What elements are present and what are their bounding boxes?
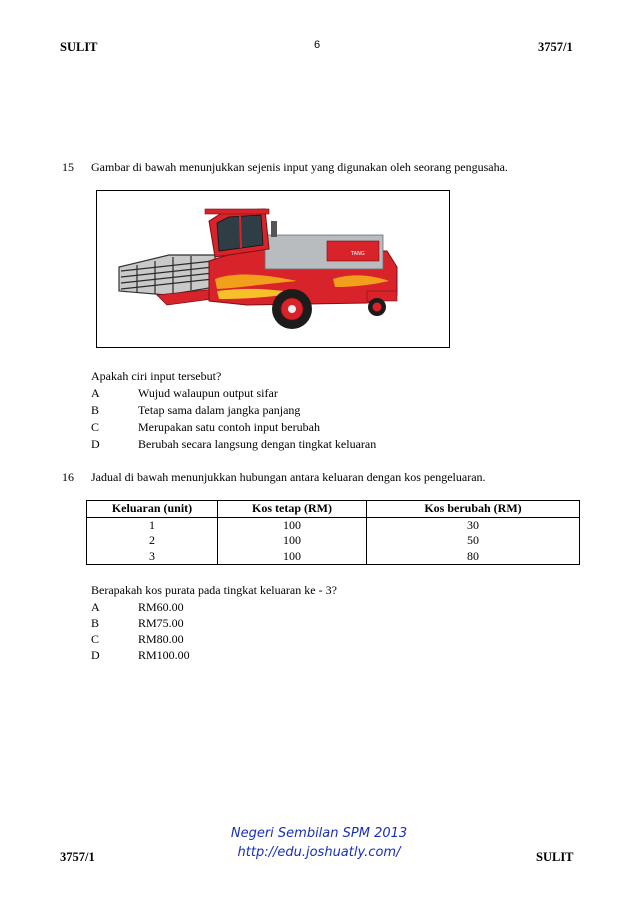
harvester-logo-text: TANG	[351, 251, 365, 257]
col-header-fixed-cost: Kos tetap (RM)	[218, 501, 367, 518]
front-wheel	[272, 289, 312, 329]
footer-paper-code: 3757/1	[60, 850, 95, 864]
col-header-variable-cost: Kos berubah (RM)	[367, 501, 580, 518]
footer-sulit: SULIT	[536, 850, 574, 864]
header-sulit: SULIT	[60, 40, 98, 54]
col-header-output: Keluaran (unit)	[87, 501, 218, 518]
table-row: 3 100 80	[87, 549, 580, 565]
q15-option-a[interactable]: A Wujud walaupun output sifar	[91, 386, 278, 400]
cost-table	[86, 500, 580, 565]
watermark-title: Negeri Sembilan SPM 2013	[230, 826, 408, 841]
question-16-stem: Jadual di bawah menunjukkan hubungan antara keluaran dengan kos pengeluaran.	[91, 470, 486, 484]
rear-wheel	[368, 298, 386, 316]
question-15-options	[91, 386, 511, 452]
table-row: 1 100 30	[87, 517, 580, 533]
cutter-header	[119, 255, 215, 295]
table-row: 2 100 50	[87, 533, 580, 549]
question-number-15: 15	[62, 160, 74, 174]
q15-option-c[interactable]: C Merupakan satu contoh input berubah	[91, 420, 320, 434]
question-number-16: 16	[62, 470, 74, 484]
q16-option-c[interactable]: C RM80.00	[91, 632, 184, 646]
combine-harvester-image	[97, 191, 449, 347]
page-number: 6	[314, 39, 321, 51]
watermark-url[interactable]: http://edu.joshuatly.com/	[237, 845, 401, 860]
question-16-prompt: Berapakah kos purata pada tingkat keluaran ke - 3?	[91, 583, 337, 597]
header-paper-code: 3757/1	[538, 40, 573, 54]
question-16-options	[91, 600, 391, 666]
question-15-prompt: Apakah ciri input tersebut?	[91, 369, 222, 383]
q16-option-b[interactable]: B RM75.00	[91, 616, 184, 630]
q15-option-b[interactable]: B Tetap sama dalam jangka panjang	[91, 403, 301, 417]
q16-option-a[interactable]: A RM60.00	[91, 600, 184, 614]
question-15-stem: Gambar di bawah menunjukkan sejenis input yang digunakan oleh seorang pengusaha.	[91, 160, 508, 174]
q15-option-d[interactable]: D Berubah secara langsung dengan tingkat keluaran	[91, 437, 377, 451]
harvester-image-frame	[96, 190, 450, 348]
q16-option-d[interactable]: D RM100.00	[91, 648, 190, 662]
cost-table-header-row	[87, 501, 580, 518]
